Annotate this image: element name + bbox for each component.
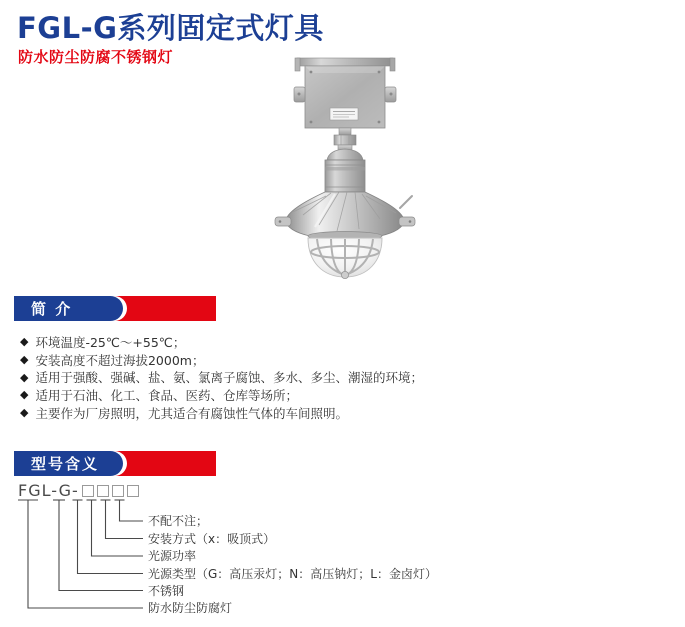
bullet-item	[20, 386, 423, 404]
bullet-item	[20, 333, 423, 351]
diamond-bullet-icon: ◆	[20, 388, 29, 402]
bullet-item	[20, 351, 423, 369]
page-title: FGL-G系列固定式灯具	[17, 11, 324, 45]
lamp-illustration	[270, 55, 430, 285]
model-label: 不锈钢	[148, 583, 185, 598]
diamond-bullet-icon: ◆	[20, 335, 29, 349]
intro-bullet-list	[20, 333, 423, 421]
intro-section-header	[14, 296, 216, 321]
page-subtitle: 防水防尘防腐不锈钢灯	[18, 48, 174, 66]
diamond-bullet-icon: ◆	[20, 353, 29, 367]
intro-header-label: 简 介	[14, 296, 123, 321]
diamond-bullet-icon: ◆	[20, 406, 29, 420]
bullet-text: 安装高度不超过海拔2000m；	[35, 352, 205, 368]
diamond-bullet-icon: ◆	[20, 370, 29, 384]
bullet-text: 主要作为厂房照明，尤其适合有腐蚀性气体的车间照明。	[35, 405, 348, 421]
model-header-label: 型号含义	[14, 451, 123, 476]
bullet-text: 环境温度-25℃～+55℃；	[35, 334, 186, 350]
model-label: 安装方式（x：吸顶式）	[148, 531, 276, 546]
model-diagram-lines	[0, 496, 685, 621]
model-code-box	[97, 485, 109, 497]
product-photo	[270, 55, 430, 285]
model-code-box	[82, 485, 94, 497]
bullet-item	[20, 368, 423, 386]
bullet-text: 适用于石油、化工、食品、医药、仓库等场所；	[35, 387, 298, 403]
model-label: 不配不注；	[148, 514, 209, 528]
model-label: 防水防尘防腐灯	[148, 601, 233, 615]
bullet-item	[20, 404, 423, 422]
model-code-box	[112, 485, 124, 497]
model-label: 光源类型（G：高压汞灯；N：高压钠灯；L：金卤灯）	[148, 566, 437, 581]
bullet-text: 适用于强酸、强碱、盐、氨、氯离子腐蚀、多水、多尘、潮湿的环境；	[35, 370, 423, 386]
model-code-box	[127, 485, 139, 497]
model-code-prefix: FGL-G-	[18, 481, 79, 500]
model-label: 光源功率	[148, 549, 197, 563]
model-section-header	[14, 451, 216, 476]
